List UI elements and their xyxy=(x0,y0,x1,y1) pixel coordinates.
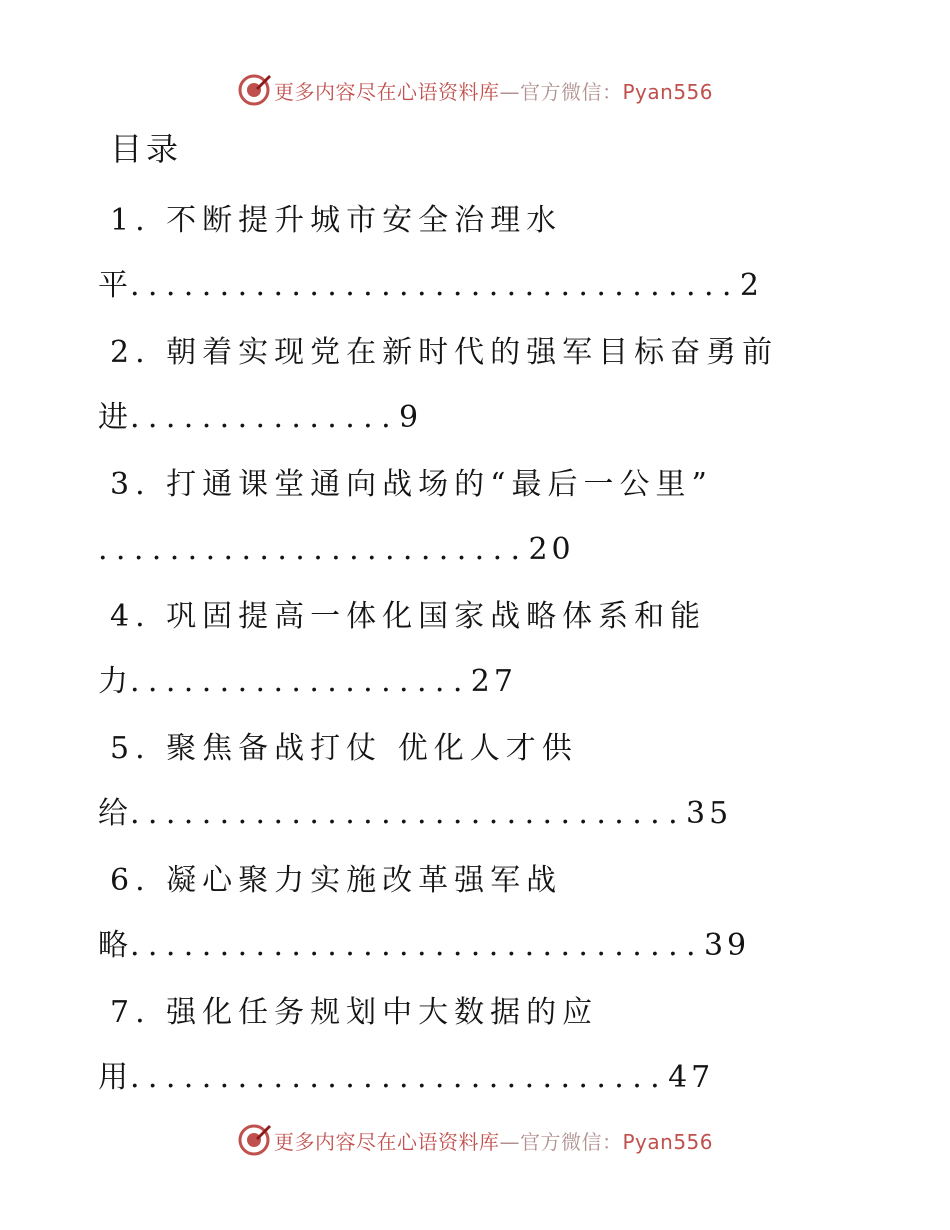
pen-logo-icon xyxy=(236,72,272,108)
toc-page-number: 2 xyxy=(739,268,763,303)
toc-entry-heading: 2. 朝着实现党在新时代的强军目标奋勇前 xyxy=(110,335,779,370)
toc-page-number: 9 xyxy=(399,400,423,435)
toc-page-number: 39 xyxy=(703,928,751,963)
watermark-footer xyxy=(236,1122,713,1158)
toc-entry-heading: 7. 强化任务规划中大数据的应 xyxy=(110,995,599,1030)
pen-logo-icon xyxy=(236,1122,272,1158)
toc-entry-heading: 4. 巩固提高一体化国家战略体系和能 xyxy=(110,599,707,634)
toc-entry-leader: 给 ............................... 35 xyxy=(98,794,732,834)
toc-entry-leader: ........................ 20 xyxy=(98,530,575,570)
toc-title: 目录 xyxy=(110,130,183,168)
toc-page-number: 27 xyxy=(470,664,517,699)
toc-entry-leader: 进 ............... 9 xyxy=(98,398,422,438)
toc-entry-heading: 1. 不断提升城市安全治理水 xyxy=(110,203,563,238)
watermark-text: 更多内容尽在心语资料库—官方微信：Pyan556 xyxy=(274,79,714,104)
toc-page-number: 35 xyxy=(686,796,733,831)
toc-entry-leader: 平 .................................. 2 xyxy=(98,266,763,306)
toc-page-number: 47 xyxy=(668,1060,715,1095)
toc-page-number: 20 xyxy=(528,532,575,567)
watermark-text: 更多内容尽在心语资料库—官方微信：Pyan556 xyxy=(274,1129,714,1154)
toc-entry-leader: 力 ................... 27 xyxy=(98,662,517,702)
toc-entry-heading: 5. 聚焦备战打仗 优化人才供 xyxy=(110,731,578,766)
toc-entry-heading: 6. 凝心聚力实施改革强军战 xyxy=(110,863,563,898)
watermark-header xyxy=(236,72,713,108)
toc-entry-leader: 略 ................................ 39 xyxy=(98,926,750,966)
toc-entry-leader: 用 .............................. 47 xyxy=(98,1058,714,1098)
toc-entry-heading: 3. 打通课堂通向战场的“最后一公里” xyxy=(110,467,713,502)
